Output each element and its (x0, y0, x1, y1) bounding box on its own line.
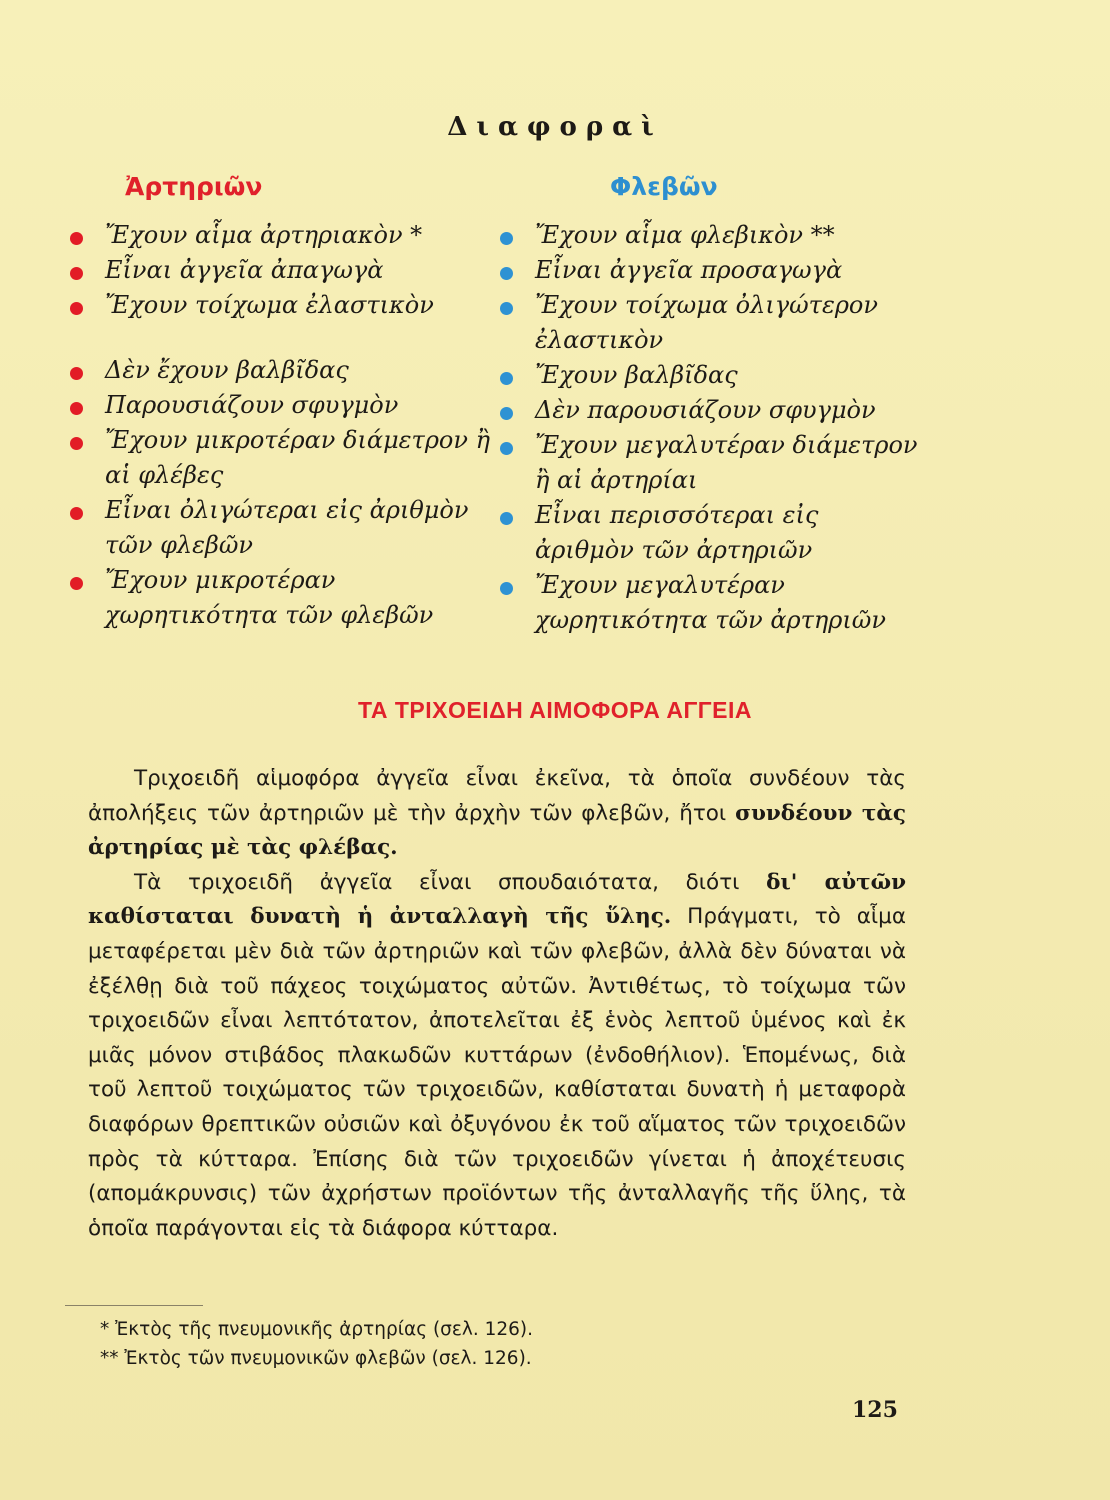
veins-item: Ἔχουν τοίχωμα ὀλιγώτερον ἐλαστικὸν (500, 288, 920, 358)
veins-list (500, 218, 920, 638)
arteries-item: Δὲν ἔχουν βαλβῖδας (70, 353, 500, 388)
red-bullet-icon (70, 232, 83, 245)
red-bullet-icon (70, 302, 83, 315)
arteries-item: Παρουσιάζουν σφυγμὸν (70, 388, 500, 423)
red-bullet-icon (70, 507, 83, 520)
paragraph-2: Τὰ τριχοειδῆ ἀγγεῖα εἶναι σπουδαιότατα, διότι δι' αὐτῶν καθίσταται δυνατὴ ἡ ἀνταλλαγὴ τῆς ὕλης. Πράγματι, τὸ αἷμα μεταφέρεται μὲν διὰ τῶν ἀρτηριῶν καὶ τῶν φλεβῶν, ἀλλὰ δὲν δύναται νὰ ἐξέλθῃ διὰ τοῦ πάχεος τοιχώματος αὐτῶν. Ἀντιθέτως, τὸ τοίχωμα τῶν τριχοειδῶν εἶναι λεπτότατον, ἀποτελεῖται ἐξ ἑνὸς λεπτοῦ ὑμένος καὶ ἐκ μιᾶς μόνον στιβάδος πλακωδῶν κυττάρων (ἐνδοθήλιον). Ἑπομένως, διὰ τοῦ λεπτοῦ τοιχώματος τῶν τριχοειδῶν, καθίσταται δυνατὴ ἡ μεταφορὰ διαφόρων θρεπτικῶν οὐσιῶν καὶ ὀξυγόνου ἐκ τοῦ αἵματος τῶν τριχοειδῶν πρὸς τὰ κύτταρα. Ἐπίσης διὰ τῶν τριχοειδῶν γίνεται ἡ ἀποχέτευσις (απομάκρυνσις) τῶν ἀχρήστων προϊόντων τῆς ἀνταλλαγῆς τῆς ὕλης, τὰ ὁποῖα παράγονται εἰς τὰ διάφορα κύτταρα. (88, 869, 906, 1241)
arteries-column-title: Ἀρτηριῶν (125, 172, 263, 201)
arteries-item: Ἔχουν μικροτέραν χωρητικότητα τῶν φλεβῶν (70, 563, 500, 633)
veins-item: Ἔχουν αἷμα φλεβικὸν ** (500, 218, 920, 253)
footnote: ** Ἐκτὸς τῶν πνευμονικῶν φλεβῶν (σελ. 126). (100, 1348, 532, 1369)
differences-heading: Διαφοραὶ (447, 112, 663, 142)
veins-item: Ἔχουν μεγαλυτέραν χωρητικότητα τῶν ἀρτηριῶν (500, 568, 920, 638)
blue-bullet-icon (500, 407, 513, 420)
blue-bullet-icon (500, 267, 513, 280)
page-number: 125 (852, 1397, 898, 1423)
red-bullet-icon (70, 577, 83, 590)
section-title: ΤΑ ΤΡΙΧΟΕΙΔΗ ΑΙΜΟΦΟΡΑ ΑΓΓΕΙΑ (358, 697, 752, 723)
veins-item: Εἶναι ἀγγεῖα προσαγωγὰ (500, 253, 920, 288)
veins-column-title: Φλεβῶν (610, 172, 718, 201)
bold-phrase: δι' αὐτῶν καθίσταται δυνατὴ ἡ ἀνταλλαγὴ τῆς ὕλης. (88, 869, 906, 930)
arteries-item: Ἔχουν μικροτέραν διάμετρον ἢ αἱ φλέβες (70, 423, 500, 493)
veins-item: Ἔχουν μεγαλυτέραν διάμετρον ἢ αἱ ἀρτηρίαι (500, 428, 920, 498)
arteries-item: Ἔχουν αἷμα ἀρτηριακὸν * (70, 218, 500, 253)
paragraph-1: Τριχοειδῆ αἱμοφόρα ἀγγεῖα εἶναι ἐκεῖνα, τὰ ὁποῖα συνδέουν τὰς ἀπολήξεις τῶν ἀρτηριῶν μὲ τὴν ἀρχὴν τῶν φλεβῶν, ἤτοι συνδέουν τὰς ἀρτηρίας μὲ τὰς φλέβας. (88, 766, 906, 861)
arteries-item: Εἶναι ὀλιγώτεραι εἰς ἀριθμὸν τῶν φλεβῶν (70, 493, 500, 563)
bold-phrase: συνδέουν τὰς ἀρτηρίας μὲ τὰς φλέβας. (88, 800, 906, 861)
veins-item: Δὲν παρουσιάζουν σφυγμὸν (500, 393, 920, 428)
arteries-list (70, 218, 500, 633)
veins-item: Εἶναι περισσότεραι εἰς ἀριθμὸν τῶν ἀρτηριῶν (500, 498, 920, 568)
footnote-divider (65, 1305, 203, 1306)
blue-bullet-icon (500, 512, 513, 525)
blue-bullet-icon (500, 372, 513, 385)
veins-item: Ἔχουν βαλβῖδας (500, 358, 920, 393)
red-bullet-icon (70, 367, 83, 380)
arteries-item: Ἔχουν τοίχωμα ἐλαστικὸν (70, 288, 500, 323)
body-text (88, 762, 906, 1246)
blue-bullet-icon (500, 442, 513, 455)
blue-bullet-icon (500, 302, 513, 315)
footnote: * Ἐκτὸς τῆς πνευμονικῆς ἀρτηρίας (σελ. 126). (100, 1319, 534, 1340)
footnotes (100, 1315, 800, 1373)
arteries-item: Εἶναι ἀγγεῖα ἀπαγωγὰ (70, 253, 500, 288)
blue-bullet-icon (500, 582, 513, 595)
red-bullet-icon (70, 402, 83, 415)
red-bullet-icon (70, 267, 83, 280)
red-bullet-icon (70, 437, 83, 450)
blue-bullet-icon (500, 232, 513, 245)
